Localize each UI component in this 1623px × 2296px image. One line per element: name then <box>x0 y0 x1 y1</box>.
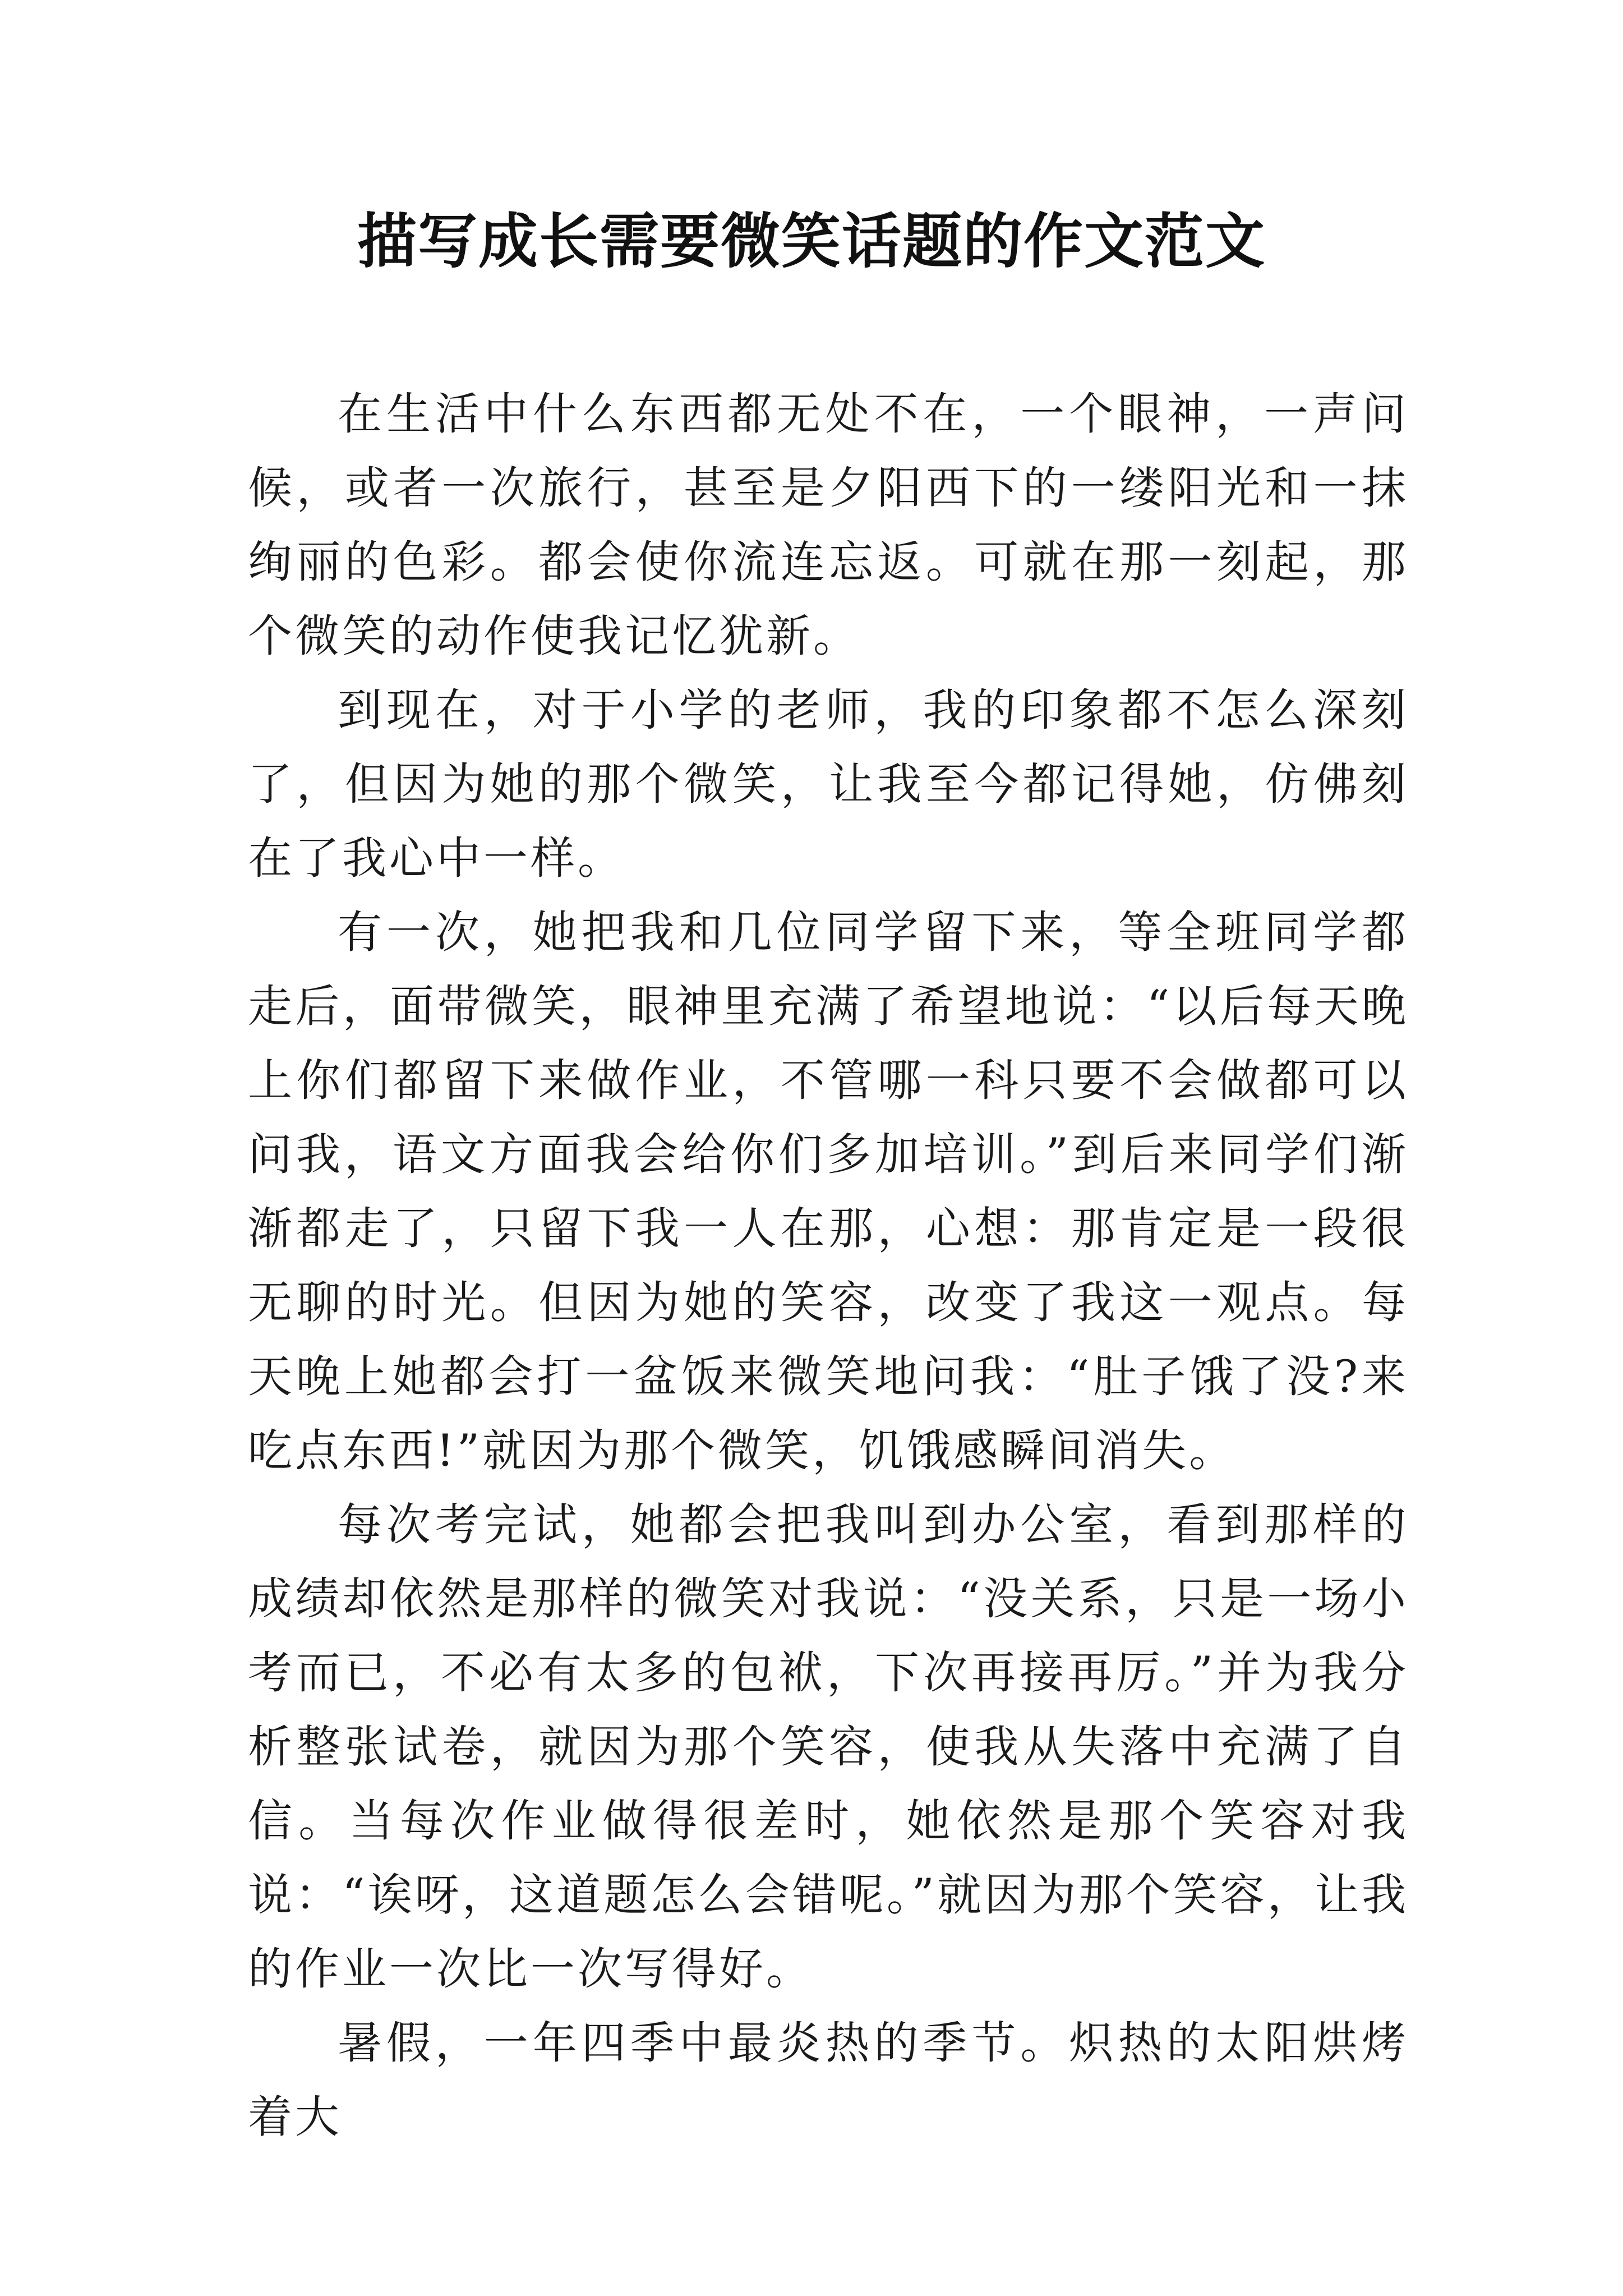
paragraph: 在生活中什么东西都无处不在，一个眼神，一声问候，或者一次旅行，甚至是夕阳西下的一缕阳光和一抹绚丽的色彩。都会使你流连忘返。可就在那一刻起，那个微笑的动作使我记忆犹新。 <box>248 388 1409 662</box>
paragraph: 有一次，她把我和几位同学留下来，等全班同学都走后，面带微笑，眼神里充满了希望地说：“以后每天晚上你们都留下来做作业，不管哪一科只要不会做都可以问我，语文方面我会给你们多加培训。”到后来同学们渐渐都走了，只留下我一人在那，心想：那肯定是一段很无聊的时光。但因为她的笑容，改变了我这一观点。每天晚上她都会打一盆饭来微笑地问我：“肚子饿了没?来吃点东西!”就因为那个微笑，饥饿感瞬间消失。 <box>248 907 1409 1476</box>
paragraph: 暑假，一年四季中最炎热的季节。炽热的太阳烘烤着大 <box>248 2017 1409 2143</box>
document-body <box>248 377 1409 2154</box>
paragraph: 每次考完试，她都会把我叫到办公室，看到那样的成绩却依然是那样的微笑对我说：“没关系，只是一场小考而已，不必有太多的包袱，下次再接再厉。”并为我分析整张试卷，就因为那个笑容，使我从失落中充满了自信。当每次作业做得很差时，她依然是那个笑容对我说：“诶呀，这道题怎么会错呢。”就因为那个笑容，让我的作业一次比一次写得好。 <box>248 1499 1409 1995</box>
paragraph: 到现在，对于小学的老师，我的印象都不怎么深刻了，但因为她的那个微笑，让我至今都记得她，仿佛刻在了我心中一样。 <box>248 684 1409 884</box>
document-title: 描写成长需要微笑话题的作文范文 <box>357 206 1266 276</box>
